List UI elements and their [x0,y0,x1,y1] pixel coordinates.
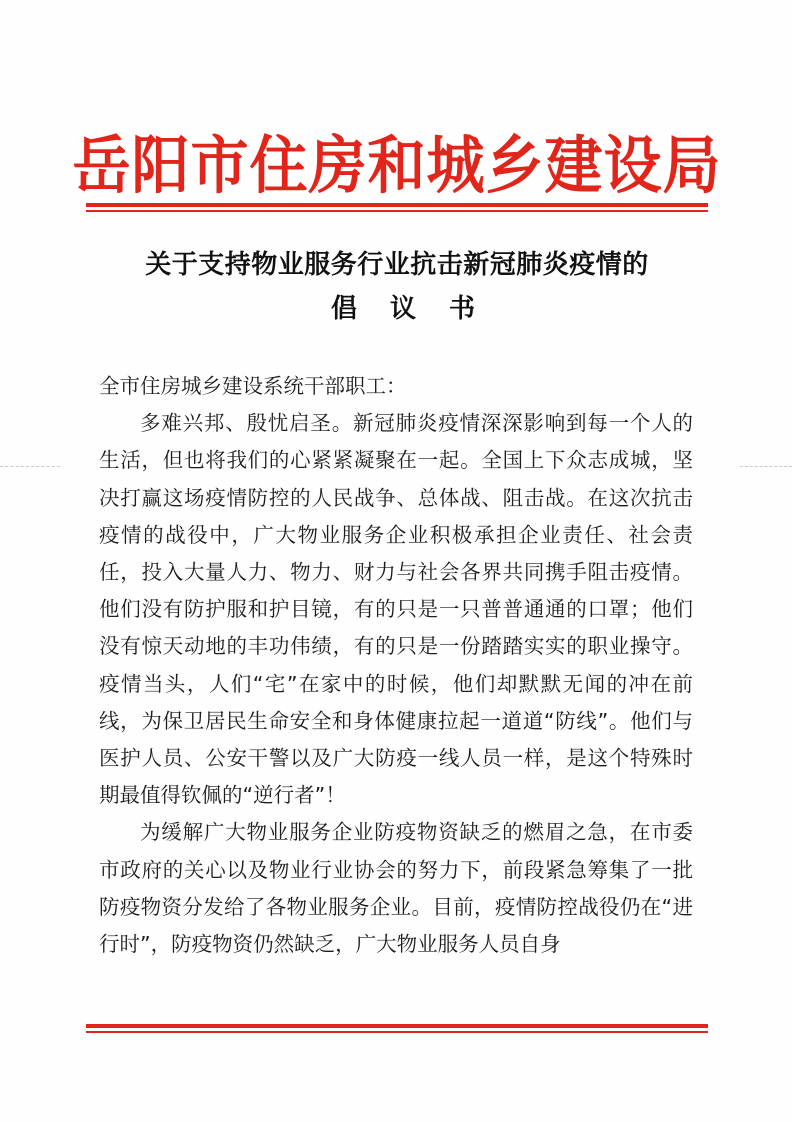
footer-red-rule [86,1024,708,1033]
body-paragraph-2: 为缓解广大物业服务企业防疫物资缺乏的燃眉之急，在市委市政府的关心以及物业行业协会的努力下，前段紧急筹集了一批防疫物资分发给了各物业服务企业。目前，疫情防控战役仍在“进行时”，防疫物资仍然缺乏，广大物业服务人员自身 [99,820,693,957]
letterhead-org-name: 岳阳市住房和城乡建设局 [72,128,722,203]
body-paragraph-1: 多难兴邦、殷忧启圣。新冠肺炎疫情深深影响到每一个人的生活，但也将我们的心紧紧凝聚在一起。全国上下众志成城，坚决打赢这场疫情防控的人民战争、总体战、阻击战。在这次抗击疫情的战役中，广大物业服务企业积极承担企业责任、社会责任，投入大量人力、物力、财力与社会各界共同携手阻击疫情。他们没有防护服和护目镜，有的只是一只普普通通的口罩；他们没有惊天动地的丰功伟绩，有的只是一份踏踏实实的职业操守。疫情当头，人们“宅”在家中的时候，他们却默默无闻的冲在前线，为保卫居民生命安全和身体健康拉起一道道“防线”。他们与医护人员、公安干警以及广大防疫一线人员一样，是这个特殊时期最值得钦佩的“逆行者”！ [99,411,693,808]
document-title-line1: 关于支持物业服务行业抗击新冠肺炎疫情的 [145,250,649,280]
scan-edge-mark-left [0,466,60,468]
red-rule-thick [86,203,708,207]
red-rule-thin [86,1031,708,1033]
document-title-line2: 倡 议 书 [330,294,488,324]
salutation: 全市住房城乡建设系统干部职工： [99,374,407,398]
red-rule-thin [86,210,708,212]
red-rule-thick [86,1024,708,1028]
letterhead-red-rule-top [86,203,708,212]
document-body [99,368,693,963]
scan-edge-mark-right [740,466,792,468]
